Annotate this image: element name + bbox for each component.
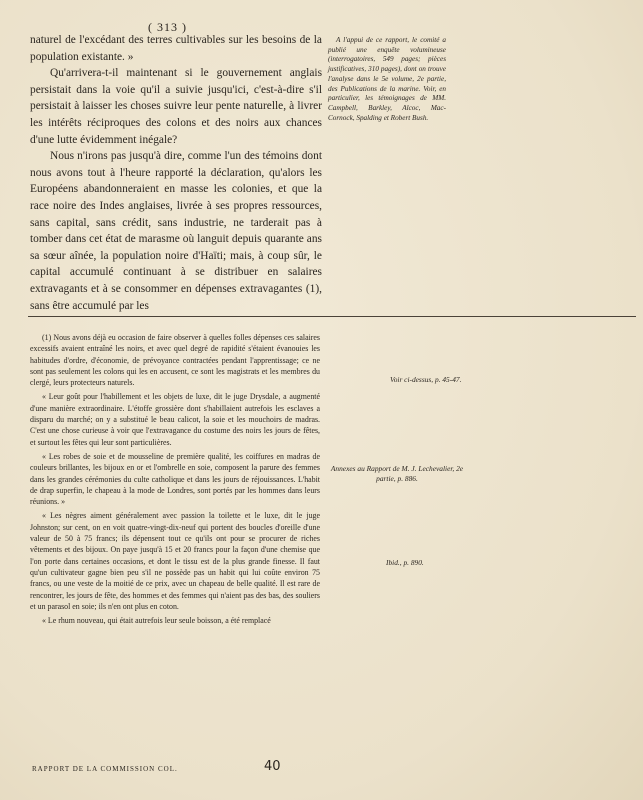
footnote-paragraph: « Le rhum nouveau, qui était autrefois leur seule boisson, a été remplacé xyxy=(42,616,271,626)
signature-mark: RAPPORT DE LA COMMISSION COL. xyxy=(32,765,178,773)
footnote-paragraph: (1) Nous avons déjà eu occasion de faire observer à quelles folles dépenses ces salaires excessifs avaient entraîné les noirs, et avec quel degré de rapidité s'étaient évanouies les habitudes d'ordre, d'économie, de prévoyance contractées pendant l'apprentissage; ce ne sont pas seulement les colons qui les en accusent, ce sont les magistrats et les membres du clergé, leurs protecteurs naturels. xyxy=(30,333,320,388)
footnote-divider xyxy=(28,316,636,317)
footnote-paragraph: « Les robes de soie et de mousseline de première qualité, les coiffures en madras de couleurs brillantes, les bijoux en or et l'ombrelle en soie, composent la parure des femmes dans les grandes cérémonies du culte catholique et dans les jours de réjouissances. L'habit de drap superfin, le chapeau à la mode de Londres, sont portés par les hommes dans leurs réunions. » xyxy=(30,451,320,507)
footnotes xyxy=(30,332,320,629)
margin-reference: Ibid., p. 890. xyxy=(386,558,424,567)
main-paragraph: Qu'arrivera-t-il maintenant si le gouvernement anglais persistait dans la voie qu'il a suivie jusqu'ici, c'est-à-dire s'il persistait à laisser les choses suivre leur pente naturelle, à livrer les intérêts réciproques des colons et des noirs aux chances d'une lutte évidemment inégale? xyxy=(30,67,322,146)
main-text-column xyxy=(30,32,322,314)
margin-reference: Voir ci-dessus, p. 45-47. xyxy=(390,375,462,384)
side-note-text: A l'appui de ce rapport, le comité a publié une enquête volumineuse (interrogatoires, 549 pages; pièces justificatives, 310 pages), dont on trouve l'analyse dans le 5e volume, 2e partie, des Publications de la marine. Voir, en particulier, les témoignages de MM. Campbell, Barkley, Alcoc, Mac-Cornock, Spalding et Robert Bush. xyxy=(328,36,446,122)
page-number: ( 313 ) xyxy=(148,20,187,34)
margin-reference: Annexes au Rapport de M. J. Lechevalier, 2e partie, p. 886. xyxy=(330,464,464,483)
page-footer xyxy=(30,759,322,777)
footnote-paragraph: « Les nègres aiment généralement avec passion la toilette et le luxe, dit le juge Johnston; sur cent, on en voit quatre-vingt-dix-neuf qui portent des boucles d'oreille d'une valeur de 50 à 75 francs; ils dépensent tout ce qu'ils ont pour se procurer de riches vêtements et des bijoux. On paye jusqu'à 15 et 20 francs pour la façon d'une chemise que l'on porte dans certaines occasions, et dont le tissu est de la plus grande finesse. Il faut qu'un cultivateur gagne bien peu s'il ne possède pas un habit qui lui coûte environ 75 francs, ou une veste de la moitié de ce prix, avec un chapeau de belle qualité. Il est rare de rencontrer, les jours de fête, des hommes et des femmes qui n'aient pas des bas, des souliers et un parasol en soie; ils n'en ont plus en coton. xyxy=(30,511,320,611)
main-paragraph: Nous n'irons pas jusqu'à dire, comme l'un des témoins dont nous avons tout à l'heure rapporté la déclaration, qu'alors les Européens abandonneraient en masse les colonies, et que la race noire des Indes anglaises, livrée à ses propres ressources, sans capital, sans crédit, sans industrie, ne tarderait pas à tomber dans cet état de marasme où languit depuis quarante ans sa sœur aînée, la population noire d'Haïti; mais, à coup sûr, le capital accumulé continuant à se distribuer en salaires extravagants et à se consommer en dépenses extravagantes (1), sans être accumulé par les xyxy=(30,150,322,312)
main-paragraph: naturel de l'excédant des terres cultivables sur les besoins de la population existante. » xyxy=(30,34,322,63)
folio-number: 40 xyxy=(264,759,281,774)
footnote-paragraph: « Leur goût pour l'habillement et les objets de luxe, dit le juge Drysdale, a augmenté d'une manière extraordinaire. L'étoffe grossière dont s'habillaient autrefois les esclaves a disparu du marché; on y a substitué le beau calicot, la soie et les mouchoirs de madras. C'est une chose curieuse à voir que l'extravagance du costume des noirs les jours de fêtes, et surtout les fêtes qui leur sont particulières. xyxy=(30,392,320,447)
side-note xyxy=(328,36,446,123)
